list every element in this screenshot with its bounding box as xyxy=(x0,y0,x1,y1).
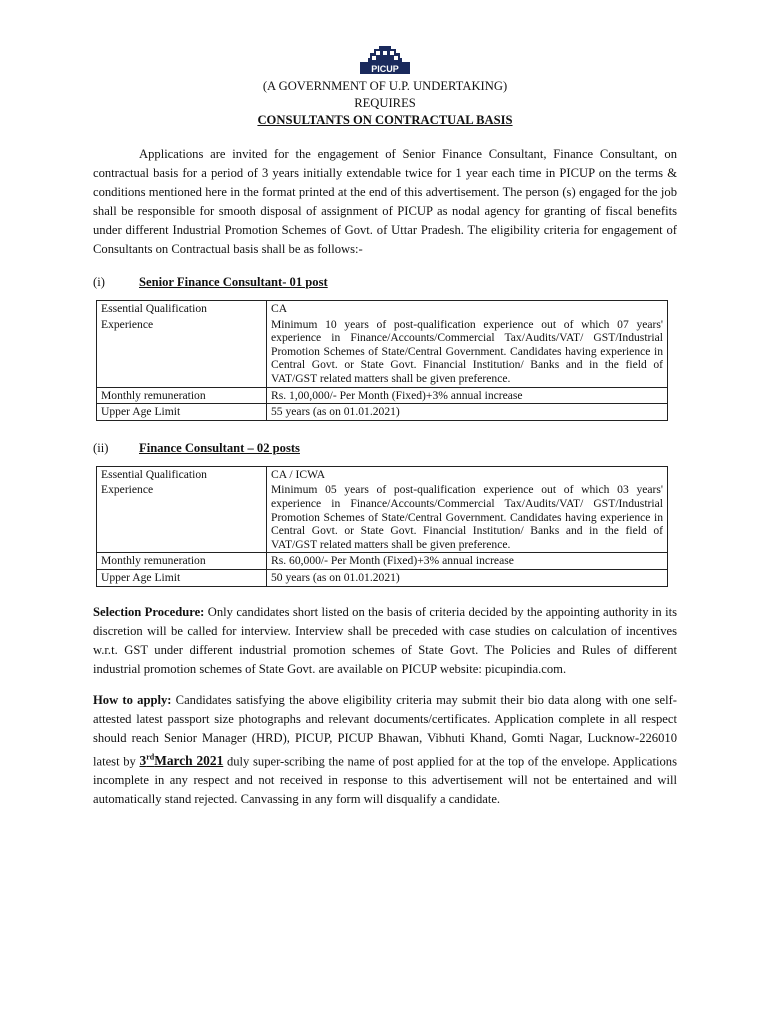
row-value: 55 years (as on 01.01.2021) xyxy=(267,404,668,421)
row-value: Rs. 1,00,000/- Per Month (Fixed)+3% annual increase xyxy=(267,387,668,404)
row-value: Rs. 60,000/- Per Month (Fixed)+3% annual increase xyxy=(267,553,668,570)
row-label: Upper Age Limit xyxy=(97,404,267,421)
deadline-date xyxy=(140,753,224,768)
row-label: Experience xyxy=(97,317,267,387)
table-row xyxy=(97,317,668,387)
row-label: Upper Age Limit xyxy=(97,569,267,586)
header-line-2: REQUIRES xyxy=(354,96,416,110)
table-row xyxy=(97,569,668,586)
table-row xyxy=(97,482,668,552)
table-row xyxy=(97,404,668,421)
section-title: Senior Finance Consultant- 01 post xyxy=(139,275,328,289)
selection-procedure-text: Only candidates short listed on the basis of criteria decided by the appointing authority in its discretion will be called for interview. Interview shall be preceded with case studies on calculation of incentives w.r.t. GST under different industrial promotion schemes of State Govt. The Policies and Rules of different industrial promotion schemes of State Govt. are available on PICUP website: picupindia.com. xyxy=(93,604,677,676)
page-title: CONSULTANTS ON CONTRACTUAL BASIS xyxy=(257,113,513,127)
selection-procedure-paragraph xyxy=(93,603,677,679)
row-value: Minimum 10 years of post-qualification experience out of which 07 years' experience in Finance/Accounts/Commercial Tax/Audits/VAT/ GST/Industrial Promotion Schemes of State/Central Government. Candidates having experience in Central Govt. or State Govt. Financial Institution/ Banks and in the field of VAT/GST related matters shall be given preference. xyxy=(267,317,668,387)
row-value: Minimum 05 years of post-qualification experience out of which 03 years' experience in Finance/Accounts/Commercial Tax/Audits/VAT/ GST/Industrial Promotion Schemes of State/Central Government. Candidates having experience in Central Govt. or State Govt. Financial Institution/ Banks and in the field of VAT/GST related matters shall be given preference. xyxy=(267,482,668,552)
section-heading xyxy=(93,439,677,457)
row-value: CA xyxy=(267,301,668,317)
table-row xyxy=(97,466,668,482)
picup-logo-icon xyxy=(354,44,416,76)
deadline-day: 3 xyxy=(139,752,147,768)
how-to-apply-paragraph xyxy=(93,691,677,809)
table-row xyxy=(97,553,668,570)
selection-procedure-label: Selection Procedure: xyxy=(93,604,205,619)
row-label: Monthly remuneration xyxy=(97,553,267,570)
intro-paragraph: Applications are invited for the engagement of Senior Finance Consultant, Finance Consultant, on contractual basis for a period of 3 years initially extendable twice for 1 year each time in PICUP on the terms & conditions mentioned here in the format printed at the end of this advertisement. The person (s) engaged for the job shall be responsible for smooth disposal of assignment of PICUP as nodal agency for granting of fiscal benefits under different Industrial Promotion Schemes of Govt. of Uttar Pradesh. The eligibility criteria for engagement of Consultants on Contractual basis shall be as follows:- xyxy=(93,147,677,256)
how-to-apply-text-end: duly super-scribing the name of post applied for at the top of the envelope. Applications incomplete in any respect and not received in response to this advertisement will not be entertained and will automatically stand rejected. Canvassing in any form will disqualify a candidate. xyxy=(93,753,678,806)
row-value: CA / ICWA xyxy=(267,466,668,482)
section-number: (ii) xyxy=(93,440,109,455)
how-to-apply-text: Candidates satisfying the above eligibility criteria may submit their bio data along with one self-attested latest passport size photographs and relevant documents/certificates. Application complete in all respect should reach Senior Manager (HRD), PICUP, PICUP Bhawan, Vibhuti Khand, Gomti Nagar, Lucknow-226010 latest by xyxy=(93,692,677,768)
row-value: 50 years (as on 01.01.2021) xyxy=(267,569,668,586)
section-title: Finance Consultant – 02 posts xyxy=(139,440,300,455)
table-row xyxy=(97,387,668,404)
section-number: (i) xyxy=(93,275,105,289)
row-label: Monthly remuneration xyxy=(97,387,267,404)
table-row xyxy=(97,301,668,317)
how-to-apply-label: How to apply: xyxy=(93,692,172,707)
deadline-day-suffix: rd xyxy=(146,752,155,762)
advertisement-page xyxy=(93,44,677,809)
header-line-1: (A GOVERNMENT OF U.P. UNDERTAKING) xyxy=(262,79,508,93)
section-heading xyxy=(93,273,677,291)
logo-text: PICUP xyxy=(371,64,399,74)
row-label: Essential Qualification xyxy=(97,301,267,317)
criteria-table xyxy=(96,300,668,421)
row-label: Experience xyxy=(97,482,267,552)
criteria-table xyxy=(96,466,668,587)
deadline-month-year: March 2021 xyxy=(154,752,224,768)
row-label: Essential Qualification xyxy=(97,466,267,482)
